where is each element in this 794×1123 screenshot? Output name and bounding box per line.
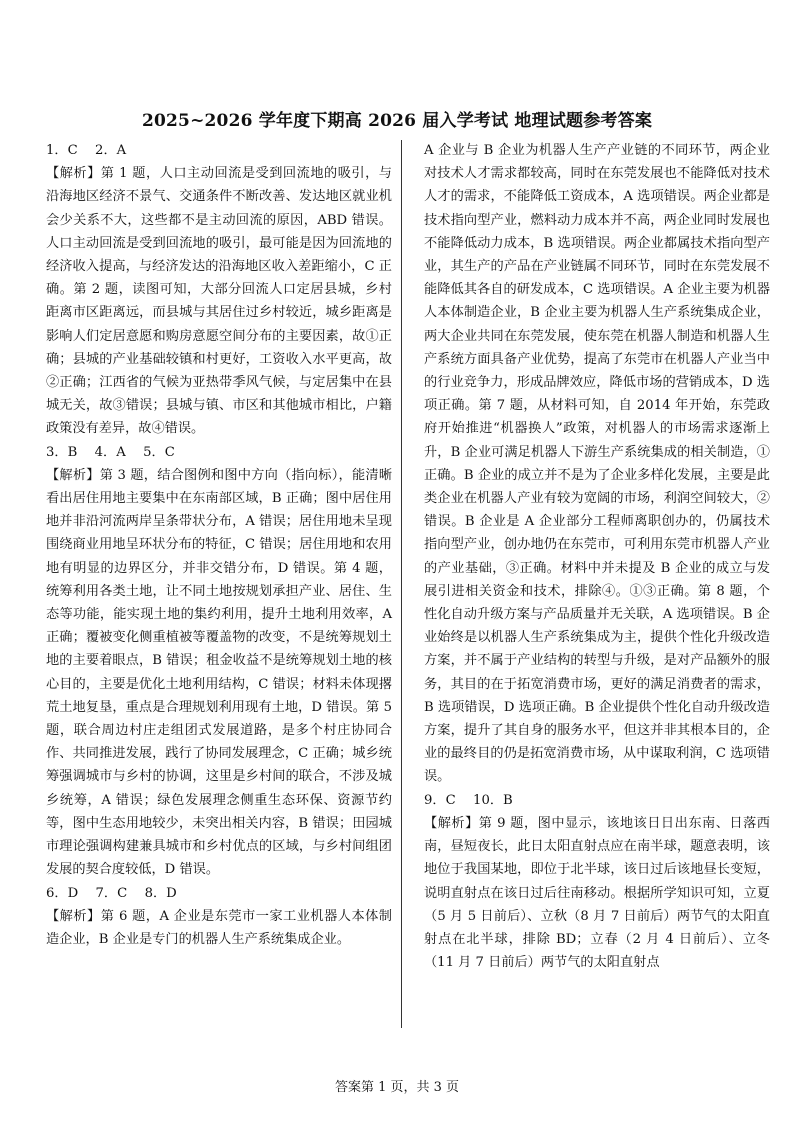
answer-line: 6．D 7．C 8．D xyxy=(46,885,177,901)
right-column xyxy=(424,139,770,974)
column-divider xyxy=(401,140,402,1028)
explanation-paragraph: 【解析】第 6 题，A 企业是东莞市一家工业机器人本体制造企业，B 企业是专门的机器人生产系统集成企业。 xyxy=(46,908,392,947)
answer-line: 9．C 10．B xyxy=(424,792,513,808)
answer-line: 3．B 4．A 5．C xyxy=(46,444,175,460)
explanation-paragraph: 【解析】第 9 题，图中显示，该地该日日出东南、日落西南，昼短夜长，此日太阳直射点应在南半球，题意表明，该地位于我国某地，即位于北半球，该日过后该地昼长变短，说明直射点在该日过后往南移动。根据所学知识可知，立夏（5 月 5 日前后）、立秋（8 月 7 日前后）两节气的太阳直射点在北半球，排除 BD；立春（2 月 4 日前后）、立冬（11 月 7 日前后）两节气的太阳直射点 xyxy=(424,815,770,971)
page-title: 2025~2026 学年度下期高 2026 届入学考试 地理试题参考答案 xyxy=(141,111,653,131)
explanation-paragraph: 【解析】第 1 题，人口主动回流是受到回流地的吸引，与沿海地区经济不景气、交通条件不断改善、发达地区就业机会少关系不大，这些都不是主动回流的原因，ABD 错误。人口主动回流是受到回流地的吸引，最可能是因为回流地的经济收入提高，与经济发达的沿海地区收入差距缩小，C 正确。第 2 题，读图可知，大部分回流人口定居县城，乡村距离市区距离远，而县城与其居住过乡村较近，城乡距离是影响人们定居意愿和购房意愿空间分布的主要因素，故①正确；县城的产业基础较镇和村更好，工资收入水平更高，故②正确；江西省的气候为亚热带季风气候，与定居集中在县城无关，故③错误；县城与镇、市区和其他城市相比，户籍政策没有差异，故④错误。 xyxy=(46,166,392,437)
explanation-paragraph: 【解析】第 3 题，结合图例和图中方向（指向标），能清晰看出居住用地主要集中在东南部区域，B 正确；图中居住用地并非沿河流两岸呈条带状分布，A 错误；居住用地未呈现围绕商业用地呈环状分布的特征，C 错误；居住用地和农用地有明显的边界区分，并非交错分布，D 错误。第 4 题，统筹利用各类土地，让不同土地按规划承担产业、居住、生态等功能，能实现土地的集约利用，提升土地利用效率，A 正确；覆被变化侧重植被等覆盖物的改变，不是统筹规划土地的主要着眼点，B 错误；租金收益不是统筹规划土地的核心目的，主要是优化土地利用结构，C 错误；材料未体现撂荒土地复垦，重点是合理规划利用现有土地，D 错误。第 5 题，联合周边村庄走组团式发展道路，是多个村庄协同合作、共同推进发展，践行了协同发展理念，C 正确；城乡统筹强调城市与乡村的协调，这里是乡村间的联合，不涉及城乡统筹，A 错误；绿色发展理念侧重生态环保、资源节约等，图中生态用地较少，未突出相关内容，B 错误；田园城市理论强调构建兼具城市和乡村优点的区域，与乡村间组团发展的契合度较低，D 错误。 xyxy=(46,467,392,878)
page-footer: 答案第 1 页，共 3 页 xyxy=(334,1080,460,1095)
explanation-paragraph: A 企业与 B 企业为机器人生产产业链的不同环节，两企业对技术人才需求都较高，同时在东莞发展也不能降低对技术人才的需求，不能降低工资成本，A 选项错误。两企业都是技术指向型产业，燃料动力成本并不高，两企业同时发展也不能降低动力成本，B 选项错误。两企业都属技术指向型产业，其生产的产品在产业链属不同环节，同时在东莞发展不能降低其各自的研发成本，C 选项错误。A 企业主要为机器人本体制造企业，B 企业主要为机器人生产系统集成企业，两大企业共同在东莞发展，使东莞在机器人制造和机器人生产系统方面具备产业优势，提高了东莞市在机器人产业当中的行业竞争力，形成品牌效应，降低市场的营销成本，D 选项正确。第 7 题，从材料可知，自 2014 年开始，东莞政府开始推进“机器换人”政策，对机器人的市场需求逐渐上升，B 企业可满足机器人下游生产系统集成的相关制造，①正确。B 企业的成立并不是为了企业多样化发展，主要是此类企业在机器人产业有较为宽阔的市场，利润空间较大，②错误。B 企业是 A 企业部分工程师离职创办的，仍属技术指向型产业，创办地仍在东莞市，可利用东莞市机器人产业的产业基础，③正确。材料中并未提及 B 企业的成立与发展引进相关资金和技术，排除④。①③正确。第 8 题，个性化自动升级方案与产品质量并无关联，A 选项错误。B 企业始终是以机器人生产系统集成为主，提供个性化升级改造方案，并不属于产业结构的转型与升级，是对产品额外的服务，其目的在于拓宽消费市场，更好的满足消费者的需求，B 选项错误，D 选项正确。B 企业提供个性化自动升级改造方案，提升了其自身的服务水平，但这并非其根本目的，企业的最终目的仍是拓宽消费市场，从中谋取利润，C 选项错误。 xyxy=(424,143,770,785)
answer-line: 1．C 2．A xyxy=(46,143,127,158)
left-column xyxy=(46,139,392,951)
